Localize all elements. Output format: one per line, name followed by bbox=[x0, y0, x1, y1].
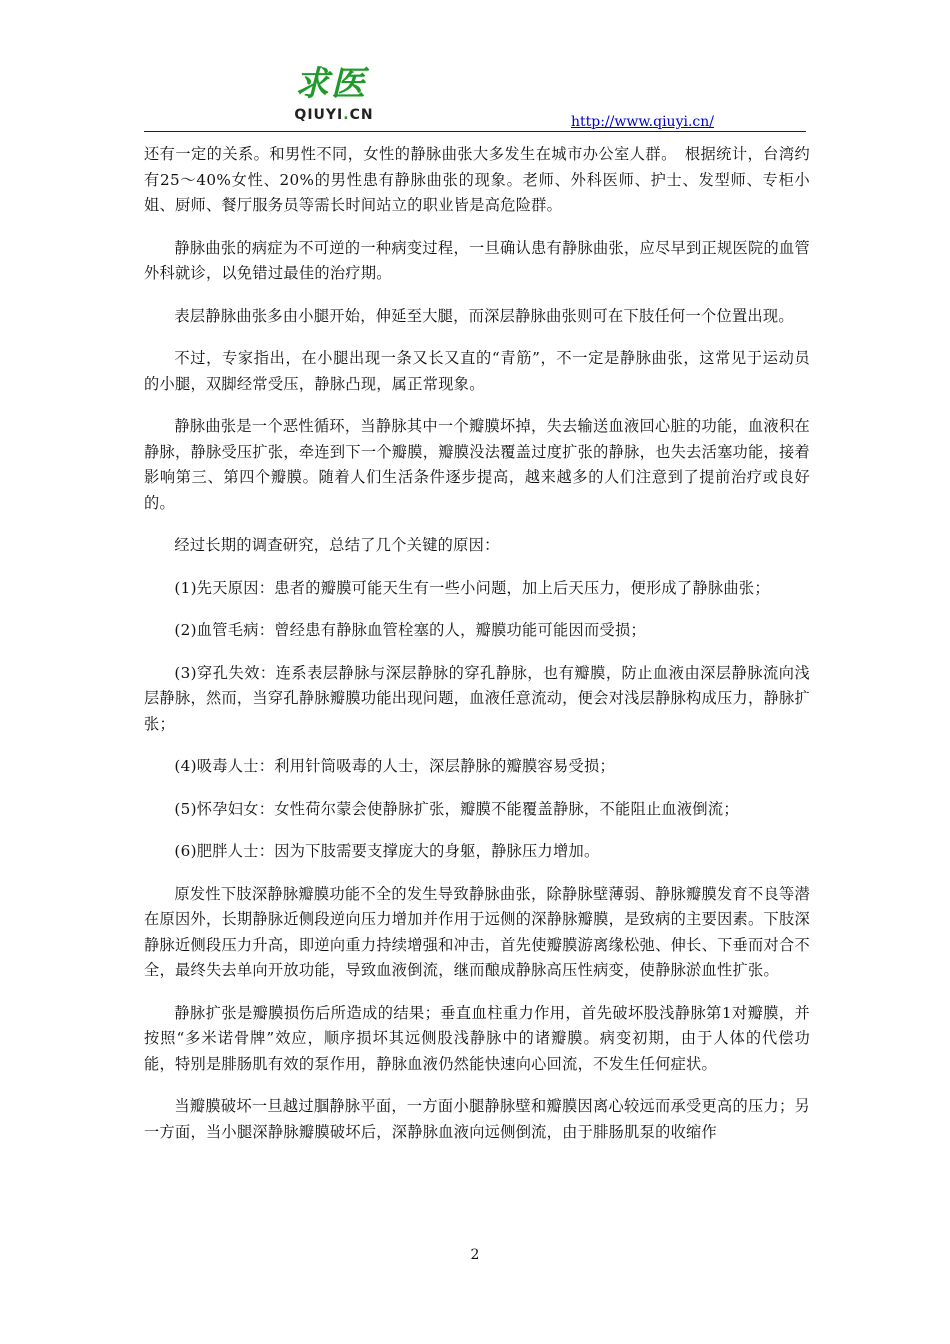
page-number: 2 bbox=[470, 1247, 480, 1263]
paragraph: 静脉曲张是一个恶性循环，当静脉其中一个瓣膜坏掉，失去输送血液回心脏的功能，血液积在静脉，静脉受压扩张，牵连到下一个瓣膜，瓣膜没法覆盖过度扩张的静脉，也失去活塞功能，接着影响第三、第四个瓣膜。随着人们生活条件逐步提高，越来越多的人们注意到了提前治疗或良好的。 bbox=[144, 417, 810, 512]
paragraph: 原发性下肢深静脉瓣膜功能不全的发生导致静脉曲张，除静脉壁薄弱、静脉瓣膜发育不良等潜在原因外，长期静脉近侧段逆向压力增加并作用于远侧的深静脉瓣膜，是致病的主要因素。下肢深静脉近侧段压力升高，即逆向重力持续增强和冲击，首先使瓣膜游离缘松弛、伸长、下垂而对合不全，最终失去单向开放功能，导致血液倒流，继而酿成静脉高压性病变，使静脉淤血性扩张。 bbox=[144, 884, 810, 979]
list-item: (3)穿孔失效：连系表层静脉与深层静脉的穿孔静脉，也有瓣膜，防止血液由深层静脉流向浅层静脉，然而，当穿孔静脉瓣膜功能出现问题，血液任意流动，便会对浅层静脉构成压力，静脉扩张； bbox=[144, 663, 810, 733]
list-item: (2)血管毛病：曾经患有静脉血管栓塞的人，瓣膜功能可能因而受损； bbox=[174, 621, 646, 639]
qiuyi-logo bbox=[276, 62, 386, 130]
document-body bbox=[144, 142, 810, 1162]
paragraph: 不过，专家指出，在小腿出现一条又长又直的“青筋”，不一定是静脉曲张，这常见于运动员的小腿，双脚经常受压，静脉凸现，属正常现象。 bbox=[144, 349, 810, 393]
paragraph: 当瓣膜破坏一旦越过腘静脉平面，一方面小腿静脉壁和瓣膜因离心较远而承受更高的压力；另一方面，当小腿深静脉瓣膜破坏后，深静脉血液向远侧倒流，由于腓肠肌泵的收缩作 bbox=[144, 1097, 810, 1141]
paragraph: 静脉曲张的病症为不可逆的一种病变过程，一旦确认患有静脉曲张，应尽早到正规医院的血管外科就诊，以免错过最佳的治疗期。 bbox=[144, 238, 810, 282]
logo-chinese-text: 求医 bbox=[295, 64, 367, 104]
list-item: (4)吸毒人士：利用针筒吸毒的人士，深层静脉的瓣膜容易受损； bbox=[174, 757, 615, 775]
site-url-link[interactable]: http://www.qiuyi.cn/ bbox=[571, 114, 714, 130]
paragraph: 静脉扩张是瓣膜损伤后所造成的结果；垂直血柱重力作用，首先破坏股浅静脉第1对瓣膜，并按照“多米诺骨牌”效应，顺序损坏其远侧股浅静脉中的诸瓣膜。病变初期，由于人体的代偿功能，特别是腓肠肌有效的泵作用，静脉血液仍然能快速向心回流，不发生任何症状。 bbox=[144, 1003, 810, 1073]
paragraph: 还有一定的关系。和男性不同，女性的静脉曲张大多发生在城市办公室人群。 根据统计，台湾约有25～40%女性、20%的男性患有静脉曲张的现象。老师、外科医师、护士、发型师、专柜小姐、厨师、餐厅服务员等需长时间站立的职业皆是高危险群。 bbox=[144, 145, 810, 214]
page-header bbox=[144, 62, 806, 132]
list-item: (6)肥胖人士：因为下肢需要支撑庞大的身躯，静脉压力增加。 bbox=[174, 842, 600, 860]
paragraph: 表层静脉曲张多由小腿开始，伸延至大腿，而深层静脉曲张则可在下肢任何一个位置出现。 bbox=[174, 306, 794, 325]
header-divider bbox=[144, 131, 806, 132]
paragraph: 经过长期的调查研究，总结了几个关键的原因： bbox=[174, 536, 500, 554]
list-item: (1)先天原因：患者的瓣膜可能天生有一些小问题，加上后天压力，便形成了静脉曲张； bbox=[174, 578, 770, 597]
list-item: (5)怀孕妇女：女性荷尔蒙会使静脉扩张，瓣膜不能覆盖静脉，不能阻止血液倒流； bbox=[174, 799, 739, 818]
logo-english-text: QIUYI.CN bbox=[294, 107, 374, 123]
